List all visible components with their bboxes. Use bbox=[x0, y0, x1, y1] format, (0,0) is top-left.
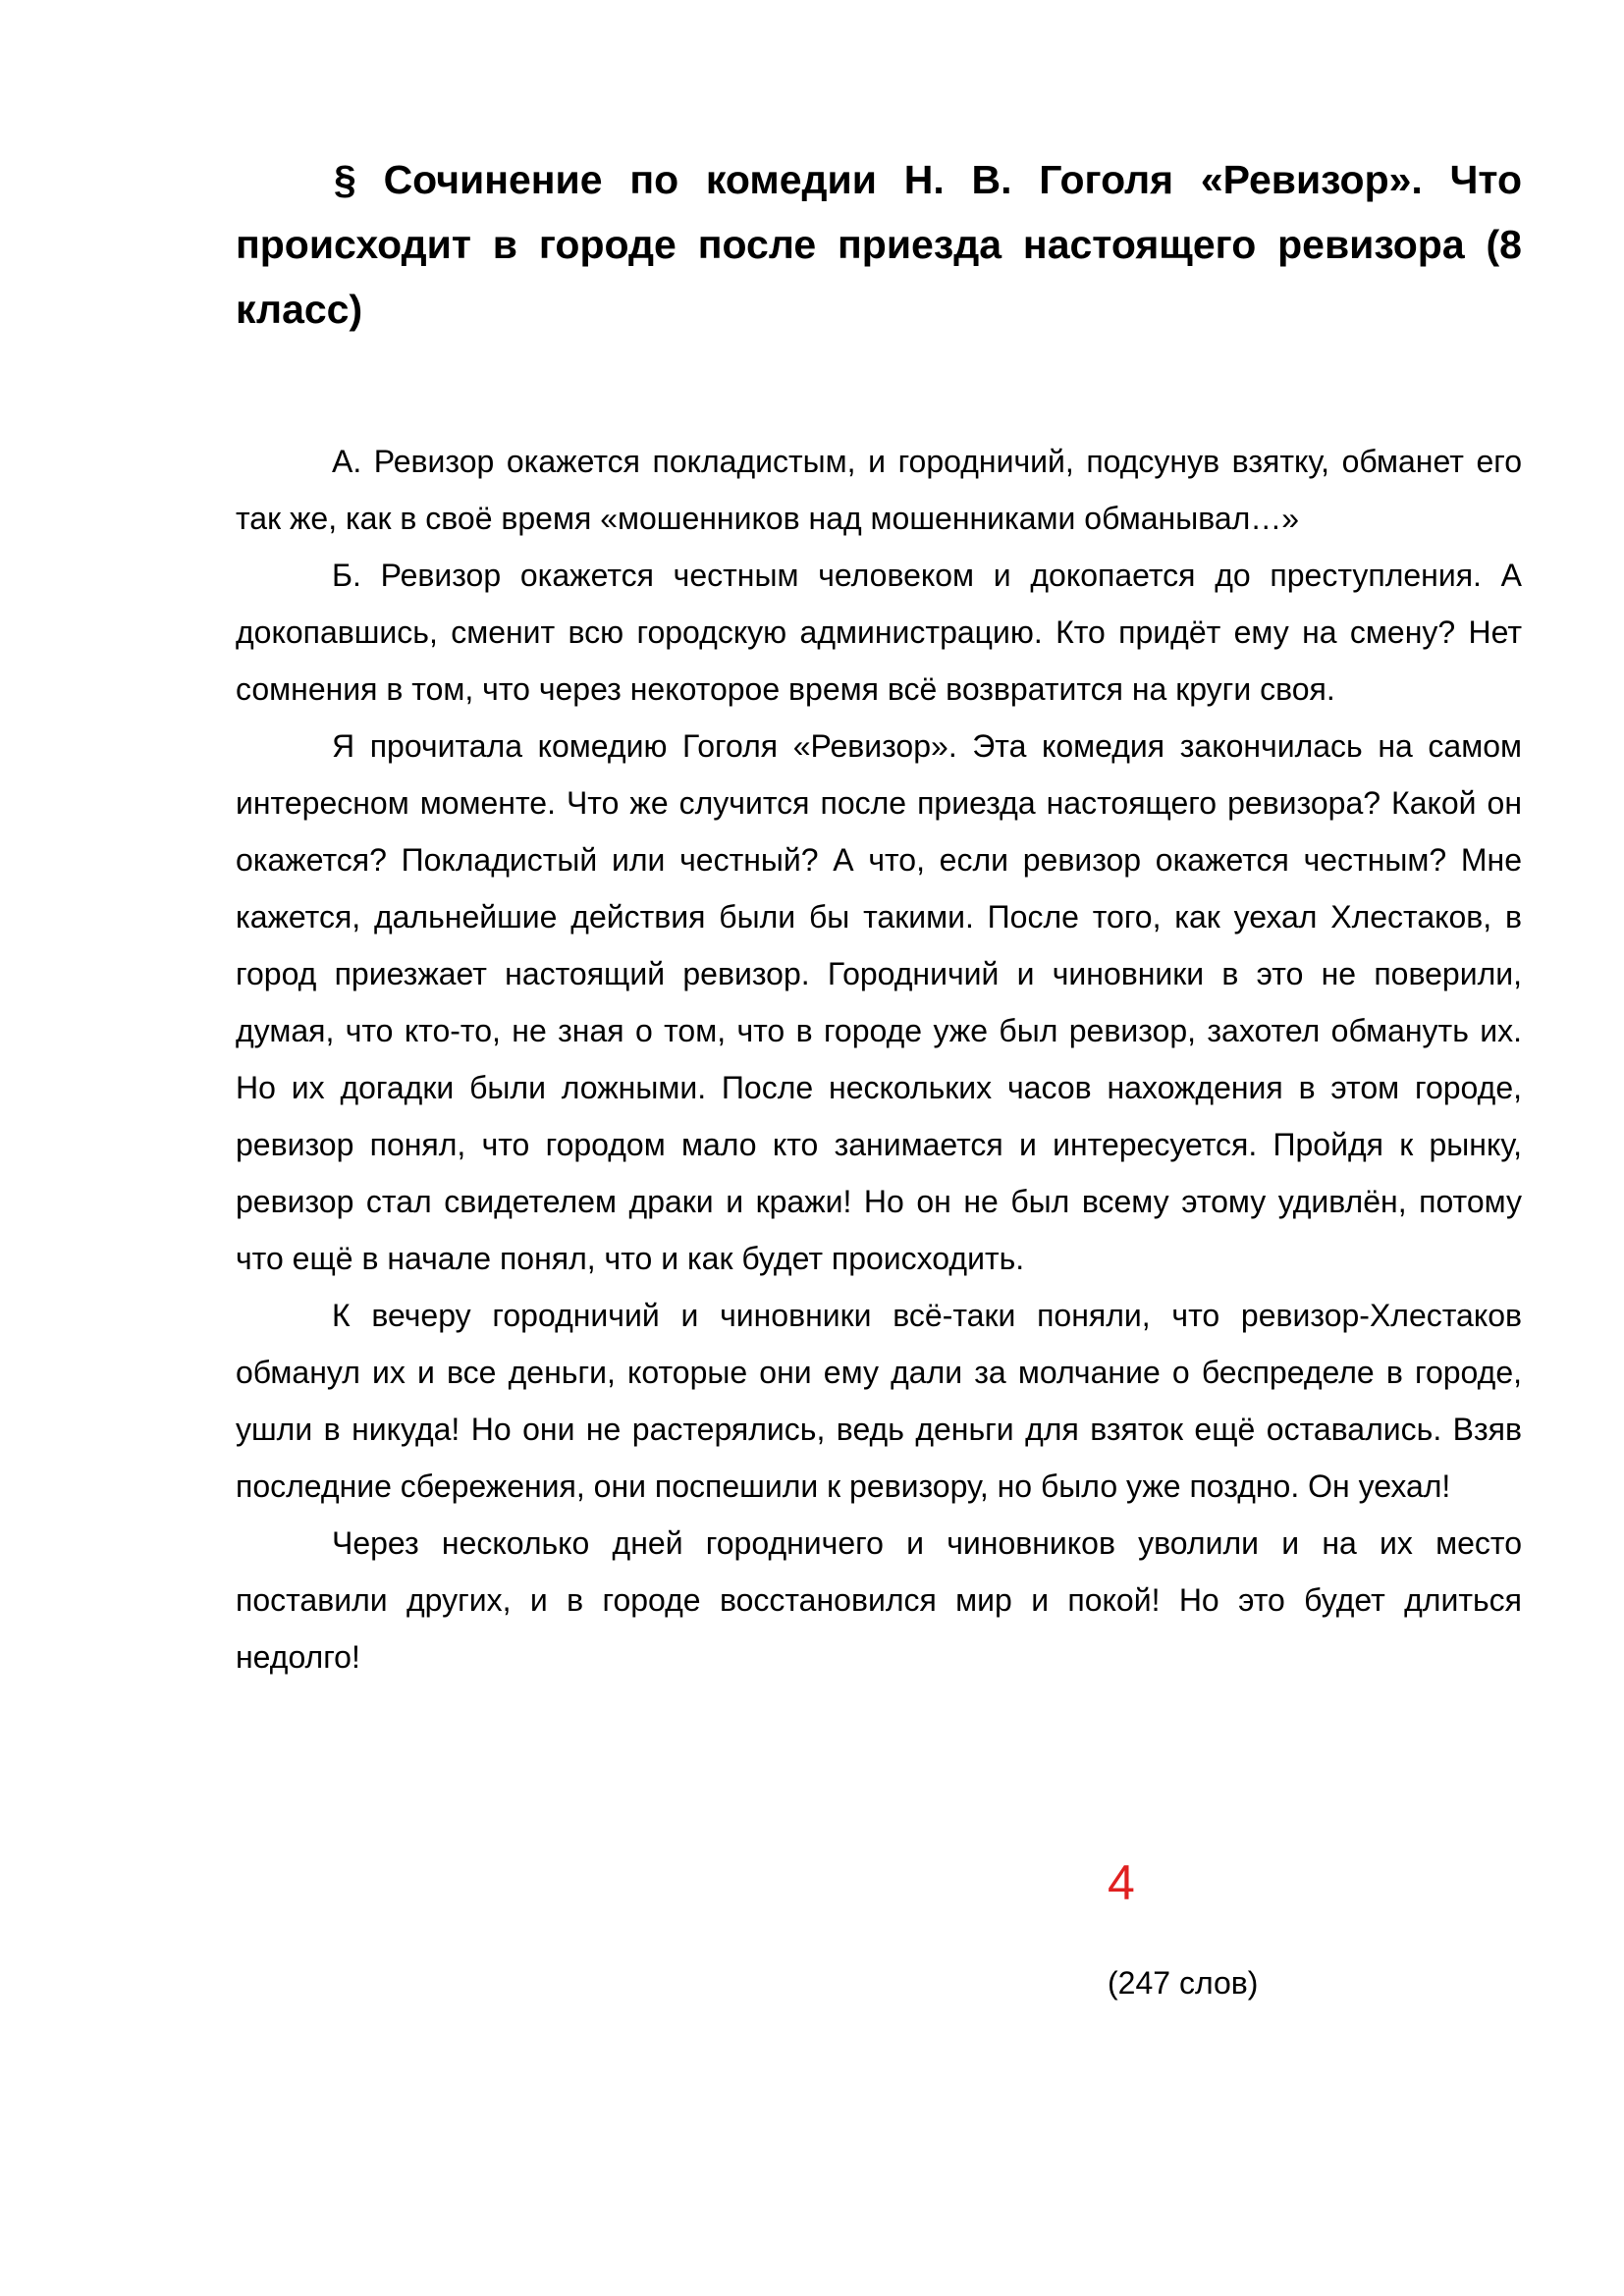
essay-body bbox=[236, 433, 1522, 1685]
grade-mark: 4 bbox=[1108, 1855, 1135, 1910]
paragraph-evening: К вечеру городничий и чиновники всё-таки поняли, что ревизор-Хлестаков обманул их и все деньги, которые они ему дали за молчание о беспределе в городе, ушли в никуда! Но они не растерялись, ведь деньги для взяток ещё оставались. Взяв последние сбережения, они поспешили к ревизору, но было уже поздно. Он уехал! bbox=[236, 1298, 1522, 1504]
word-count: (247 слов) bbox=[1108, 1965, 1259, 2001]
paragraph-main: Я прочитала комедию Гоголя «Ревизор». Эта комедия закончилась на самом интересном моменте. Что же случится после приезда настоящего ревизора? Какой он окажется? Покладистый или честный? А что, если ревизор окажется честным? Мне кажется, дальнейшие действия были бы такими. После того, как уехал Хлестаков, в город приезжает настоящий ревизор. Городничий и чиновники в это не поверили, думая, что кто-то, не зная о том, что в городе уже был ревизор, захотел обмануть их. Но их догадки были ложными. После нескольких часов нахождения в этом городе, ревизор понял, что городом мало кто занимается и интересуется. Пройдя к рынку, ревизор стал свидетелем драки и кражи! Но он не был всему этому удивлён, потому что ещё в начале понял, что и как будет происходить. bbox=[236, 728, 1522, 1276]
document-title: § Сочинение по комедии Н. В. Гоголя «Ревизор». Что происходит в городе после приезда настоящего ревизора (8 класс) bbox=[236, 157, 1522, 332]
paragraph-option-a: А. Ревизор окажется покладистым, и городничий, подсунув взятку, обманет его так же, как в своё время «мошенников над мошенниками обманывал…» bbox=[236, 444, 1522, 536]
paragraph-conclusion: Через несколько дней городничего и чиновников уволили и на их место поставили других, и в городе восстановился мир и покой! Но это будет длиться недолго! bbox=[236, 1525, 1522, 1675]
paragraph-option-b: Б. Ревизор окажется честным человеком и докопается до преступления. А докопавшись, сменит всю городскую администрацию. Кто придёт ему на смену? Нет сомнения в том, что через некоторое время всё возвратится на круги своя. bbox=[236, 558, 1522, 707]
